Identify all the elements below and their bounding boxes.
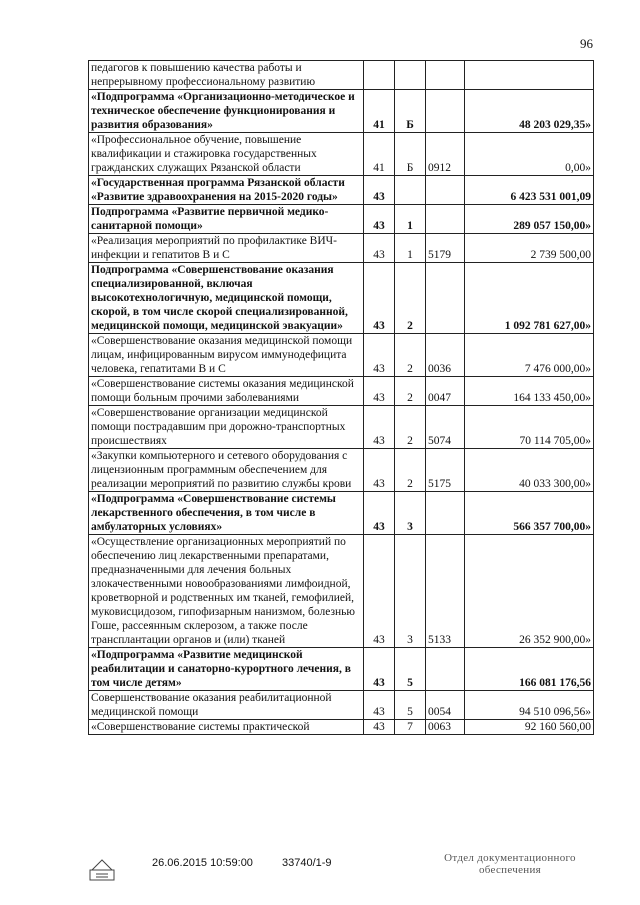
row-code-a: 43 — [364, 176, 395, 205]
row-code-b — [395, 61, 426, 90]
row-code-c: 0047 — [426, 377, 465, 406]
row-name: «Подпрограмма «Совершенствование системы лекарственного обеспечения, в том числе в амбулаторных условиях» — [89, 492, 364, 535]
row-code-a: 43 — [364, 449, 395, 492]
row-code-b: 2 — [395, 406, 426, 449]
row-amount: 0,00» — [465, 133, 594, 176]
row-code-b: 5 — [395, 691, 426, 720]
row-amount: 289 057 150,00» — [465, 205, 594, 234]
row-amount: 70 114 705,00» — [465, 406, 594, 449]
row-code-a: 43 — [364, 205, 395, 234]
row-code-b: 2 — [395, 263, 426, 334]
row-code-c — [426, 648, 465, 691]
row-name: «Совершенствование оказания медицинской помощи лицам, инфицированным вирусом иммунодефицита человека, гепатитами В и С — [89, 334, 364, 377]
row-code-b — [395, 176, 426, 205]
row-code-b: 2 — [395, 334, 426, 377]
row-name: «Подпрограмма «Организационно-методическое и техническое обеспечение функционирования и развития образования» — [89, 90, 364, 133]
row-amount: 40 033 300,00» — [465, 449, 594, 492]
row-code-b: 1 — [395, 234, 426, 263]
row-code-a: 41 — [364, 90, 395, 133]
stamp-line-2: обеспечения — [478, 864, 542, 876]
row-code-a — [364, 61, 395, 90]
row-code-b: 1 — [395, 205, 426, 234]
table-row — [89, 176, 594, 205]
row-code-c — [426, 61, 465, 90]
row-amount: 164 133 450,00» — [465, 377, 594, 406]
row-amount: 26 352 900,00» — [465, 535, 594, 648]
row-code-b: 3 — [395, 535, 426, 648]
row-code-c: 0912 — [426, 133, 465, 176]
row-code-b: 2 — [395, 377, 426, 406]
row-code-b: 5 — [395, 648, 426, 691]
table-row — [89, 133, 594, 176]
row-name: «Совершенствование организации медицинской помощи пострадавшим при дорожно-транспортных происшествиях — [89, 406, 364, 449]
row-name: «Подпрограмма «Развитие медицинской реабилитации и санаторно-курортного лечения, в том числе детям» — [89, 648, 364, 691]
row-code-b: 2 — [395, 449, 426, 492]
row-amount: 6 423 531 001,09 — [465, 176, 594, 205]
row-code-a: 43 — [364, 263, 395, 334]
table-row — [89, 205, 594, 234]
table-row — [89, 720, 594, 735]
row-code-b: Б — [395, 133, 426, 176]
row-amount: 94 510 096,56» — [465, 691, 594, 720]
footer-doc-number: 33740/1-9 — [282, 857, 332, 869]
row-code-a: 43 — [364, 691, 395, 720]
row-name: «Совершенствование системы оказания медицинской помощи больным прочими заболеваниями — [89, 377, 364, 406]
table-row — [89, 492, 594, 535]
row-code-b: 3 — [395, 492, 426, 535]
row-code-c: 0036 — [426, 334, 465, 377]
table-row — [89, 691, 594, 720]
row-code-a: 43 — [364, 234, 395, 263]
row-code-a: 43 — [364, 535, 395, 648]
row-code-a: 43 — [364, 720, 395, 735]
row-code-c — [426, 492, 465, 535]
row-amount: 166 081 176,56 — [465, 648, 594, 691]
row-amount: 92 160 560,00 — [465, 720, 594, 735]
row-name: «Осуществление организационных мероприятий по обеспечению лиц лекарственными препаратами, предназначенными для лечения больных злокачественными новообразованиями лимфоидной, кроветворной и родственных им тканей, гемофилией, муковисцидозом, гипофизарным нанизмом, болезнью Гоше, рассеянным склерозом, а также после трансплантации органов и (или) тканей — [89, 535, 364, 648]
row-code-c: 0063 — [426, 720, 465, 735]
table-row — [89, 535, 594, 648]
table-row — [89, 449, 594, 492]
row-code-c — [426, 90, 465, 133]
table-row — [89, 377, 594, 406]
row-amount: 48 203 029,35» — [465, 90, 594, 133]
row-amount: 566 357 700,00» — [465, 492, 594, 535]
row-name: «Реализация мероприятий по профилактике ВИЧ-инфекции и гепатитов В и С — [89, 234, 364, 263]
row-name: Совершенствование оказания реабилитационной медицинской помощи — [89, 691, 364, 720]
row-code-a: 43 — [364, 406, 395, 449]
table-row — [89, 234, 594, 263]
row-code-a: 43 — [364, 648, 395, 691]
row-name: Подпрограмма «Совершенствование оказания специализированной, включая высокотехнологичную, медицинской помощи, скорой, в том числе скорой специализированной, медицинской помощи, медицинской эвакуации» — [89, 263, 364, 334]
row-name: «Закупки компьютерного и сетевого оборудования с лицензионным программным обеспечением для реализации мероприятий по развитию службы крови — [89, 449, 364, 492]
budget-table — [88, 60, 594, 735]
table-row — [89, 334, 594, 377]
table-row — [89, 648, 594, 691]
row-amount — [465, 61, 594, 90]
row-name: Подпрограмма «Развитие первичной медико-санитарной помощи» — [89, 205, 364, 234]
row-code-c: 5133 — [426, 535, 465, 648]
row-code-c: 0054 — [426, 691, 465, 720]
row-name: «Профессиональное обучение, повышение квалификации и стажировка государственных гражданских служащих Рязанской области — [89, 133, 364, 176]
row-amount: 2 739 500,00 — [465, 234, 594, 263]
row-code-c — [426, 205, 465, 234]
row-name: «Совершенствование системы практической — [89, 720, 364, 735]
table-row — [89, 61, 594, 90]
page-number: 96 — [580, 36, 593, 51]
row-code-c: 5179 — [426, 234, 465, 263]
row-code-b: 7 — [395, 720, 426, 735]
row-name: педагогов к повышению качества работы и непрерывному профессиональному развитию — [89, 61, 364, 90]
table-row — [89, 263, 594, 334]
row-code-c — [426, 176, 465, 205]
row-amount: 7 476 000,00» — [465, 334, 594, 377]
table-row — [89, 90, 594, 133]
logo-icon — [88, 856, 116, 882]
row-code-a: 43 — [364, 377, 395, 406]
row-code-a: 43 — [364, 334, 395, 377]
row-code-a: 41 — [364, 133, 395, 176]
department-stamp — [440, 852, 580, 876]
row-code-c: 5175 — [426, 449, 465, 492]
footer-datetime: 26.06.2015 10:59:00 — [152, 857, 253, 869]
row-code-b: Б — [395, 90, 426, 133]
row-code-c — [426, 263, 465, 334]
row-amount: 1 092 781 627,00» — [465, 263, 594, 334]
table-row — [89, 406, 594, 449]
row-code-c: 5074 — [426, 406, 465, 449]
row-name: «Государственная программа Рязанской области «Развитие здравоохранения на 2015-2020 годы» — [89, 176, 364, 205]
stamp-line-1: Отдел документационного — [444, 852, 576, 864]
row-code-a: 43 — [364, 492, 395, 535]
